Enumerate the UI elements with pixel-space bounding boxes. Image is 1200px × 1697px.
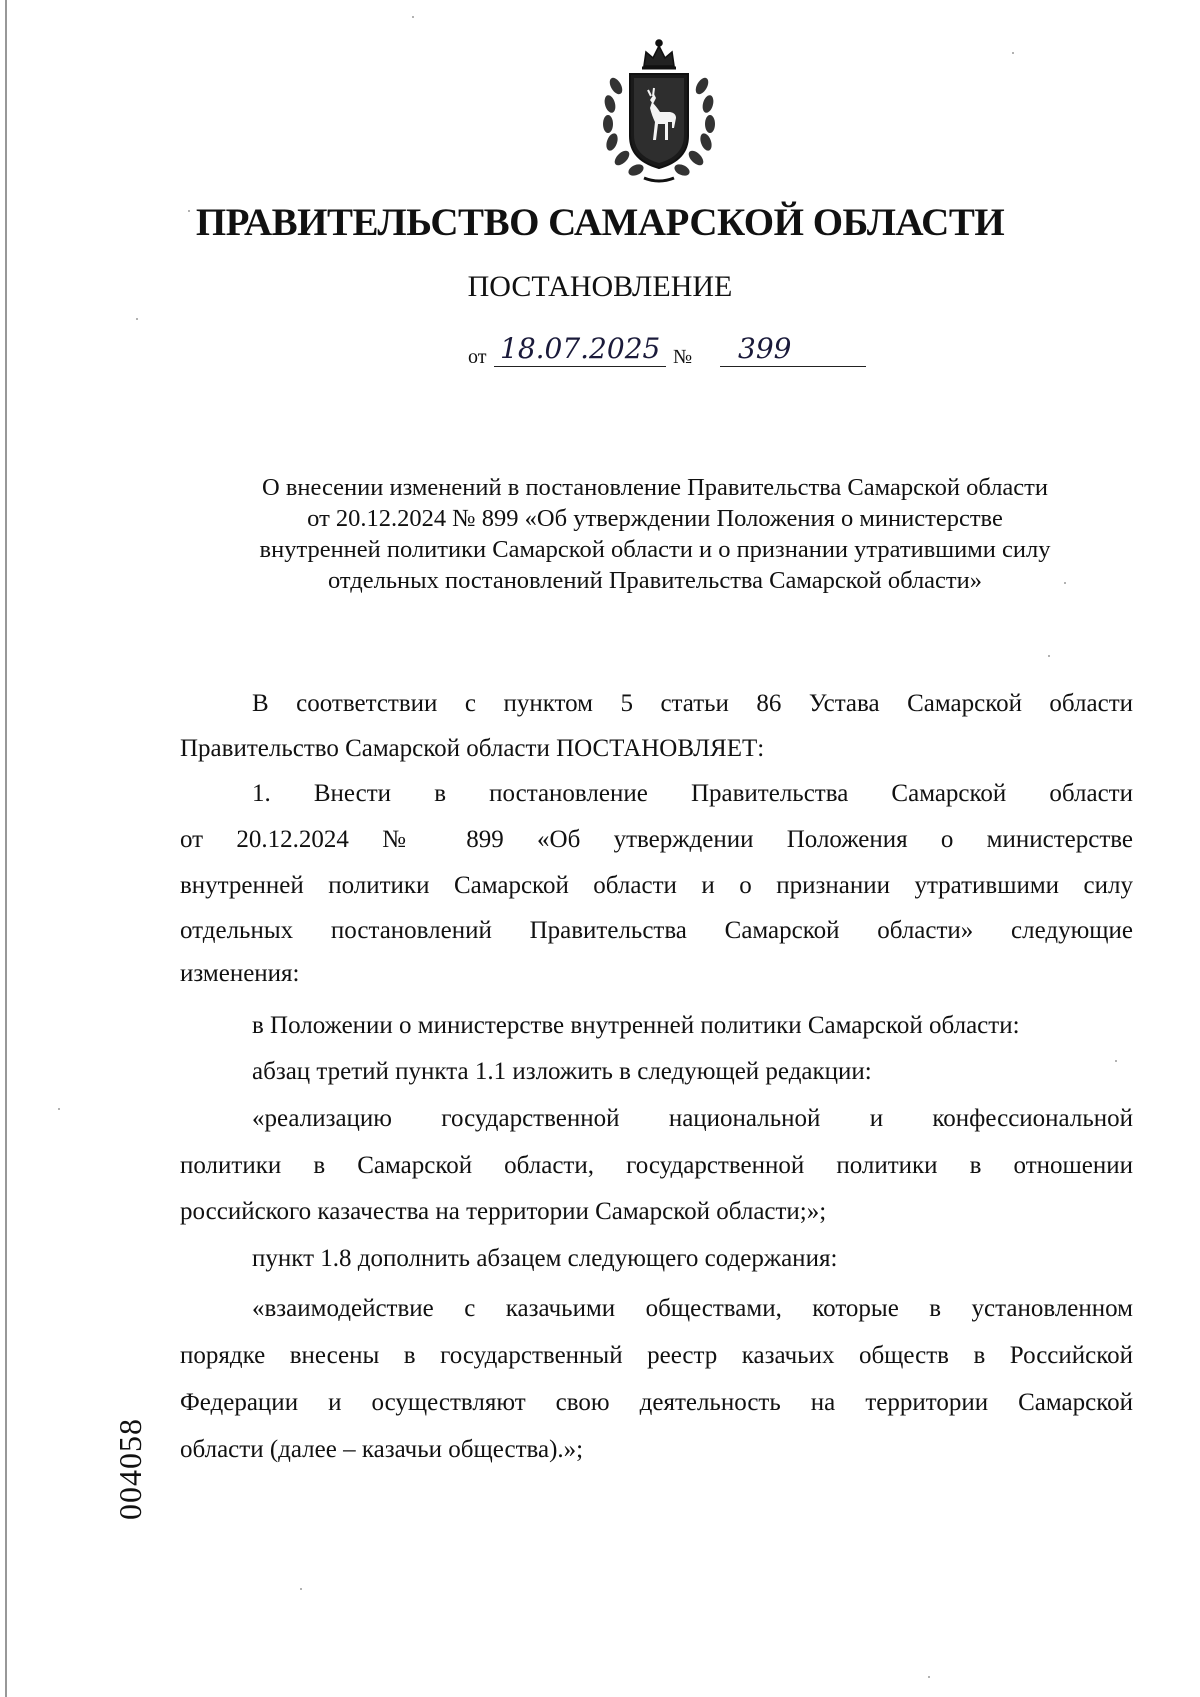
subject-line: от 20.12.2024 № 899 «Об утверждении Положения о министерстве xyxy=(307,505,1003,532)
handwritten-number: 399 xyxy=(720,330,866,367)
government-title: ПРАВИТЕЛЬСТВО САМАРСКОЙ ОБЛАСТИ xyxy=(195,201,1005,244)
scan-speck xyxy=(928,1676,930,1678)
body-line: российского казачества на территории Самарской области;»; xyxy=(180,1198,827,1225)
body-line: в Положении о министерстве внутренней политики Самарской области: xyxy=(252,1012,1020,1039)
margin-stamp-number: 004058 xyxy=(112,1418,148,1520)
body-line: области (далее – казачьи общества).»; xyxy=(180,1436,584,1463)
subject-line: отдельных постановлений Правительства Самарской области» xyxy=(327,567,983,594)
date-prefix: от xyxy=(468,346,487,368)
body-line: «взаимодействие с казачьими обществами, которые в установленном xyxy=(252,1295,1133,1322)
handwritten-date: 18.07.2025 xyxy=(494,330,666,367)
body-line: 1. Внести в постановление Правительства Самарской области xyxy=(252,780,1133,807)
subject-line: внутренней политики Самарской области и о признании утратившими силу xyxy=(259,536,1051,563)
body-line: пункт 1.8 дополнить абзацем следующего содержания: xyxy=(252,1245,838,1272)
document-subject xyxy=(180,472,1130,596)
scan-speck xyxy=(58,1108,60,1110)
scan-speck xyxy=(1048,655,1050,657)
scan-edge-line xyxy=(5,0,7,1697)
body-line: отдельных постановлений Правительства Самарской области» следующие xyxy=(180,917,1133,944)
scan-speck xyxy=(136,318,138,320)
body-line: порядке внесены в государственный реестр казачьих обществ в Российской xyxy=(180,1342,1133,1369)
body-line: от 20.12.2024 № 899 «Об утверждении Положения о министерстве xyxy=(180,826,1133,853)
scan-speck xyxy=(412,16,414,18)
body-line: изменения: xyxy=(180,960,300,987)
subject-line: О внесении изменений в постановление Правительства Самарской области xyxy=(262,474,1048,501)
coat-of-arms-icon xyxy=(596,36,722,186)
body-line: Федерации и осуществляют свою деятельность на территории Самарской xyxy=(180,1389,1133,1416)
body-line: В соответствии с пунктом 5 статьи 86 Устава Самарской области xyxy=(252,690,1133,717)
scan-speck xyxy=(300,1588,302,1590)
body-line: абзац третий пункта 1.1 изложить в следующей редакции: xyxy=(252,1058,872,1085)
scan-speck xyxy=(188,210,190,212)
body-line: «реализацию государственной национальной и конфессиональной xyxy=(252,1105,1133,1132)
number-sign: № xyxy=(673,346,693,368)
scan-speck xyxy=(1064,582,1066,584)
document-type: ПОСТАНОВЛЕНИЕ xyxy=(467,270,733,303)
scan-speck xyxy=(1012,52,1014,54)
body-line: внутренней политики Самарской области и о признании утратившими силу xyxy=(180,872,1133,899)
scan-speck xyxy=(1115,1060,1117,1062)
body-line: политики в Самарской области, государственной политики в отношении xyxy=(180,1152,1133,1179)
date-number-line xyxy=(468,330,868,370)
body-line: Правительство Самарской области ПОСТАНОВЛЯЕТ: xyxy=(180,735,765,762)
